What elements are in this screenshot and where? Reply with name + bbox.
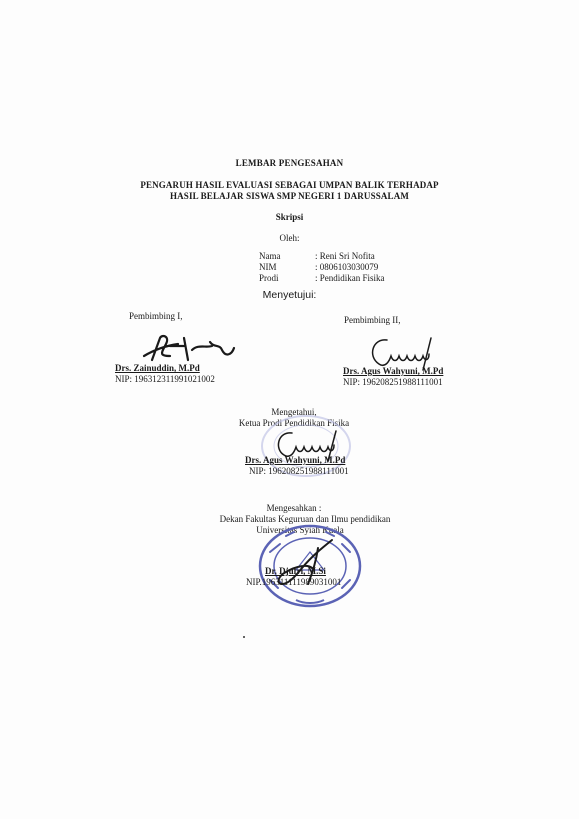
doc-title: LEMBAR PENGESAHAN [235, 158, 344, 168]
approve-label: Menyetujui: [262, 289, 317, 301]
student-prodi-key: Prodi [259, 273, 279, 283]
student-prodi-row [259, 273, 385, 284]
supervisor1-signature [140, 334, 240, 364]
student-nim-row [259, 262, 385, 273]
dean-line1: Mengesahkan : [266, 503, 322, 513]
student-name-row [259, 251, 385, 262]
student-name-key: Nama [259, 251, 281, 261]
dean-name: Dr. Djufri, M.Si [265, 566, 326, 576]
doc-type: Skripsi [275, 212, 304, 222]
head-line2: Ketua Prodi Pendidikan Fisika [238, 418, 350, 428]
supervisor1-label: Pembimbing I, [129, 311, 183, 321]
dean-line2: Dekan Fakultas Keguruan dan Ilmu pendidikan [219, 514, 391, 524]
by-label: Oleh: [279, 233, 300, 243]
head-nip: NIP: 196208251988111001 [249, 466, 349, 476]
supervisor2-name: Drs. Agus Wahyuni, M.Pd [343, 366, 444, 376]
student-nim-value: : 0806103030079 [315, 262, 379, 272]
head-line1: Mengetahui, [271, 407, 317, 417]
thesis-title-line1: PENGARUH HASIL EVALUASI SEBAGAI UMPAN BALIK TERHADAP [140, 180, 439, 190]
scan-speck [243, 636, 245, 638]
supervisor1-nip: NIP: 196312311991021002 [115, 374, 215, 384]
student-name-value: : Reni Sri Nofita [315, 251, 375, 261]
supervisor2-nip: NIP: 196208251988111001 [343, 377, 443, 387]
thesis-title-line2: HASIL BELAJAR SISWA SMP NEGERI 1 DARUSSALAM [169, 191, 409, 201]
supervisor1-name: Drs. Zainuddin, M.Pd [115, 363, 200, 373]
dean-nip: NIP.196311111989031001 [246, 577, 342, 587]
student-prodi-value: : Pendidikan Fisika [315, 273, 385, 283]
head-name: Drs. Agus Wahyuni, M.Pd [245, 455, 346, 465]
student-info-table [259, 251, 385, 284]
student-nim-key: NIM [259, 262, 277, 272]
dean-line3: Universitas Syiah Kuala [256, 525, 344, 535]
supervisor2-label: Pembimbing II, [344, 315, 401, 325]
